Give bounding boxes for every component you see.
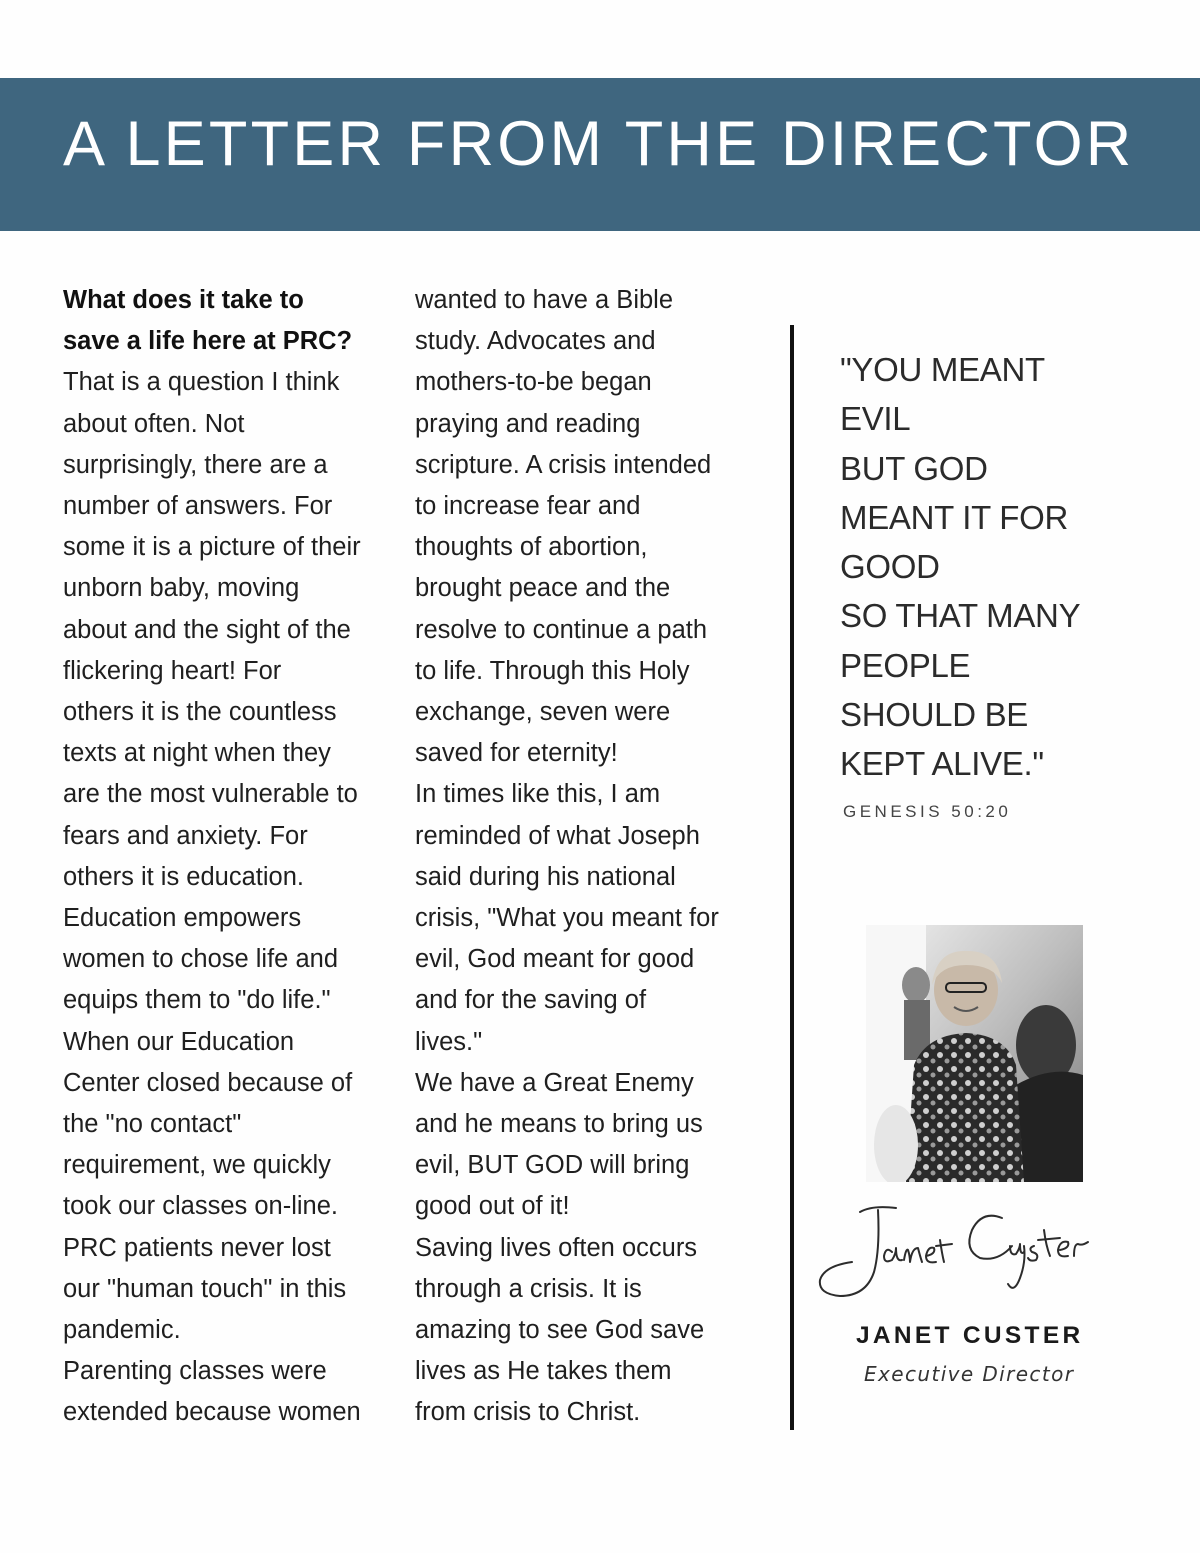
letter-line: pandemic. xyxy=(63,1316,181,1345)
quote-line: GOOD xyxy=(840,548,940,586)
letter-line: number of answers. For xyxy=(63,492,333,521)
letter-line: equips them to "do life." xyxy=(63,986,331,1015)
letter-column-1 xyxy=(63,280,393,1434)
letter-line: save a life here at PRC? xyxy=(63,327,353,356)
letter-line: about and the sight of the xyxy=(63,615,351,644)
director-photo-image xyxy=(866,925,1083,1182)
letter-line: thoughts of abortion, xyxy=(415,533,648,562)
letter-line: praying and reading xyxy=(415,409,641,438)
director-signature xyxy=(812,1190,1142,1310)
letter-line: said during his national xyxy=(415,862,676,891)
letter-line: resolve to continue a path xyxy=(415,615,708,644)
letter-line: saved for eternity! xyxy=(415,739,618,768)
letter-line: Saving lives often occurs xyxy=(415,1233,698,1262)
letter-line: to life. Through this Holy xyxy=(415,656,690,685)
letter-line: Parenting classes were xyxy=(63,1357,327,1386)
director-photo xyxy=(866,925,1083,1182)
page-title: A LETTER FROM THE DIRECTOR xyxy=(63,109,1135,179)
letter-line: reminded of what Joseph xyxy=(415,821,700,850)
letter-line: When our Education xyxy=(63,1027,295,1056)
letter-column-2 xyxy=(415,280,755,1434)
letter-line: scripture. A crisis intended xyxy=(415,450,712,479)
letter-line: took our classes on-line. xyxy=(63,1192,338,1221)
letter-line: evil, God meant for good xyxy=(415,945,695,974)
header-banner xyxy=(0,78,1200,231)
letter-line: exchange, seven were xyxy=(415,698,671,727)
letter-line: unborn baby, moving xyxy=(63,574,300,603)
letter-line: some it is a picture of their xyxy=(63,533,361,562)
letter-line: to increase fear and xyxy=(415,492,641,521)
letter-line: That is a question I think xyxy=(63,368,340,397)
director-role: Executive Director xyxy=(864,1362,1075,1386)
letter-line: fears and anxiety. For xyxy=(63,821,308,850)
quote-line: BUT GOD xyxy=(840,449,988,487)
vertical-divider xyxy=(790,325,794,1430)
quote-line: KEPT ALIVE." xyxy=(840,745,1044,783)
letter-line: and he means to bring us xyxy=(415,1110,703,1139)
letter-line: surprisingly, there are a xyxy=(63,450,328,479)
letter-line: others it is education. xyxy=(63,862,304,891)
letter-line: others it is the countless xyxy=(63,698,337,727)
letter-line: Center closed because of xyxy=(63,1068,353,1097)
letter-line: extended because women xyxy=(63,1398,361,1427)
letter-line: women to chose life and xyxy=(63,945,338,974)
letter-line: lives." xyxy=(415,1027,483,1056)
letter-line: through a crisis. It is xyxy=(415,1274,642,1303)
letter-line: Education empowers xyxy=(63,904,302,933)
letter-line: We have a Great Enemy xyxy=(415,1068,694,1097)
letter-line: wanted to have a Bible xyxy=(415,286,674,314)
letter-line: What does it take to xyxy=(63,286,304,314)
letter-line: are the most vulnerable to xyxy=(63,780,358,809)
letter-line: study. Advocates and xyxy=(415,327,656,356)
letter-line: our "human touch" in this xyxy=(63,1274,347,1303)
letter-line: from crisis to Christ. xyxy=(415,1398,641,1427)
director-name: JANET CUSTER xyxy=(856,1322,1084,1349)
quote-line: MEANT IT FOR xyxy=(840,498,1069,536)
letter-line: crisis, "What you meant for xyxy=(415,904,719,933)
signature-image xyxy=(812,1190,1142,1310)
quote-line: PEOPLE xyxy=(840,646,971,684)
letter-line: good out of it! xyxy=(415,1192,570,1221)
letter-line: evil, BUT GOD will bring xyxy=(415,1151,690,1180)
scripture-quote xyxy=(840,345,1170,789)
quote-line: EVIL xyxy=(840,400,911,438)
letter-line: texts at night when they xyxy=(63,739,331,768)
quote-citation: GENESIS 50:20 xyxy=(843,802,1012,821)
letter-line: amazing to see God save xyxy=(415,1316,705,1345)
letter-line: the "no contact" xyxy=(63,1110,242,1139)
letter-line: requirement, we quickly xyxy=(63,1151,331,1180)
letter-line: and for the saving of xyxy=(415,986,647,1015)
letter-line: PRC patients never lost xyxy=(63,1233,331,1262)
quote-line: SHOULD BE xyxy=(840,696,1029,734)
letter-line: In times like this, I am xyxy=(415,780,661,809)
letter-line: mothers-to-be began xyxy=(415,368,652,397)
quote-line: SO THAT MANY xyxy=(840,597,1081,635)
letter-line: flickering heart! For xyxy=(63,656,282,685)
letter-line: about often. Not xyxy=(63,409,245,438)
quote-line: "YOU MEANT xyxy=(840,351,1045,388)
letter-line: brought peace and the xyxy=(415,574,671,603)
letter-line: lives as He takes them xyxy=(415,1357,672,1386)
